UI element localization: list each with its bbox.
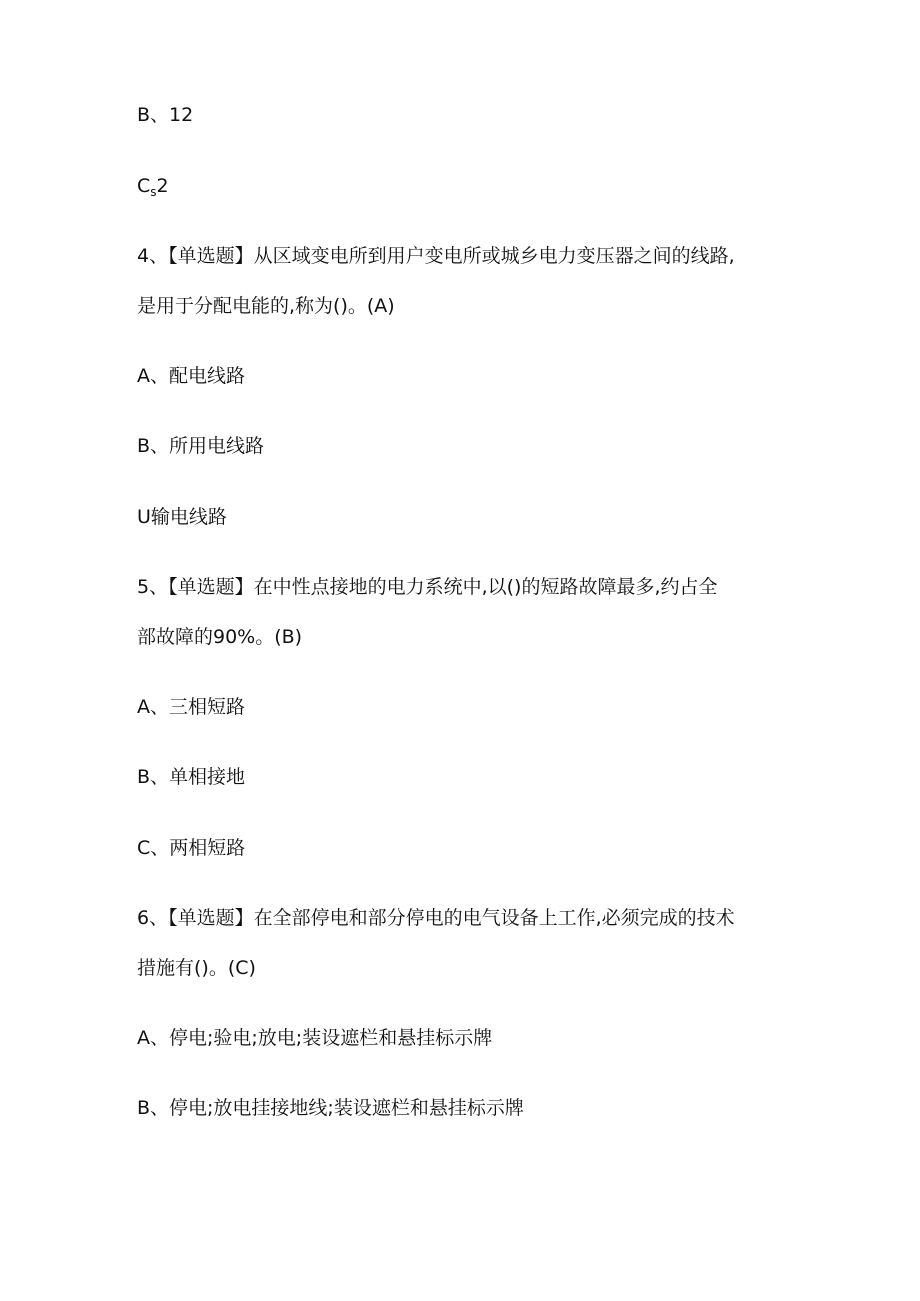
q5-stem-line1: 5、【单选题】在中性点接地的电力系统中,以()的短路故障最多,约占全 (137, 576, 718, 598)
q3-option-c (137, 174, 169, 204)
q4-stem-line2: 是用于分配电能的,称为()。(A) (137, 295, 395, 317)
q5-option-b: B、单相接地 (137, 766, 246, 788)
q3-option-c-subscript: s (150, 185, 157, 199)
q3-option-b: B、12 (137, 104, 194, 126)
q6-option-a: A、停电;验电;放电;装设遮栏和悬挂标示牌 (137, 1027, 493, 1049)
q5-stem-line2: 部故障的90%。(B) (137, 626, 303, 648)
q5-option-a: A、三相短路 (137, 696, 245, 718)
q4-option-a: A、配电线路 (137, 365, 245, 387)
q3-option-c-letter: C (137, 175, 151, 197)
q3-option-c-value: 2 (156, 175, 169, 197)
q4-option-c: U输电线路 (137, 506, 227, 528)
q6-stem-line2: 措施有()。(C) (137, 957, 256, 979)
q6-stem-line1: 6、【单选题】在全部停电和部分停电的电气设备上工作,必须完成的技术 (137, 907, 735, 929)
q5-option-c: C、两相短路 (137, 837, 246, 859)
q6-option-b: B、停电;放电挂接地线;装设遮栏和悬挂标示牌 (137, 1097, 524, 1119)
q4-stem-line1: 4、【单选题】从区域变电所到用户变电所或城乡电力变压器之间的线路, (137, 245, 735, 267)
q4-option-b: B、所用电线路 (137, 435, 265, 457)
